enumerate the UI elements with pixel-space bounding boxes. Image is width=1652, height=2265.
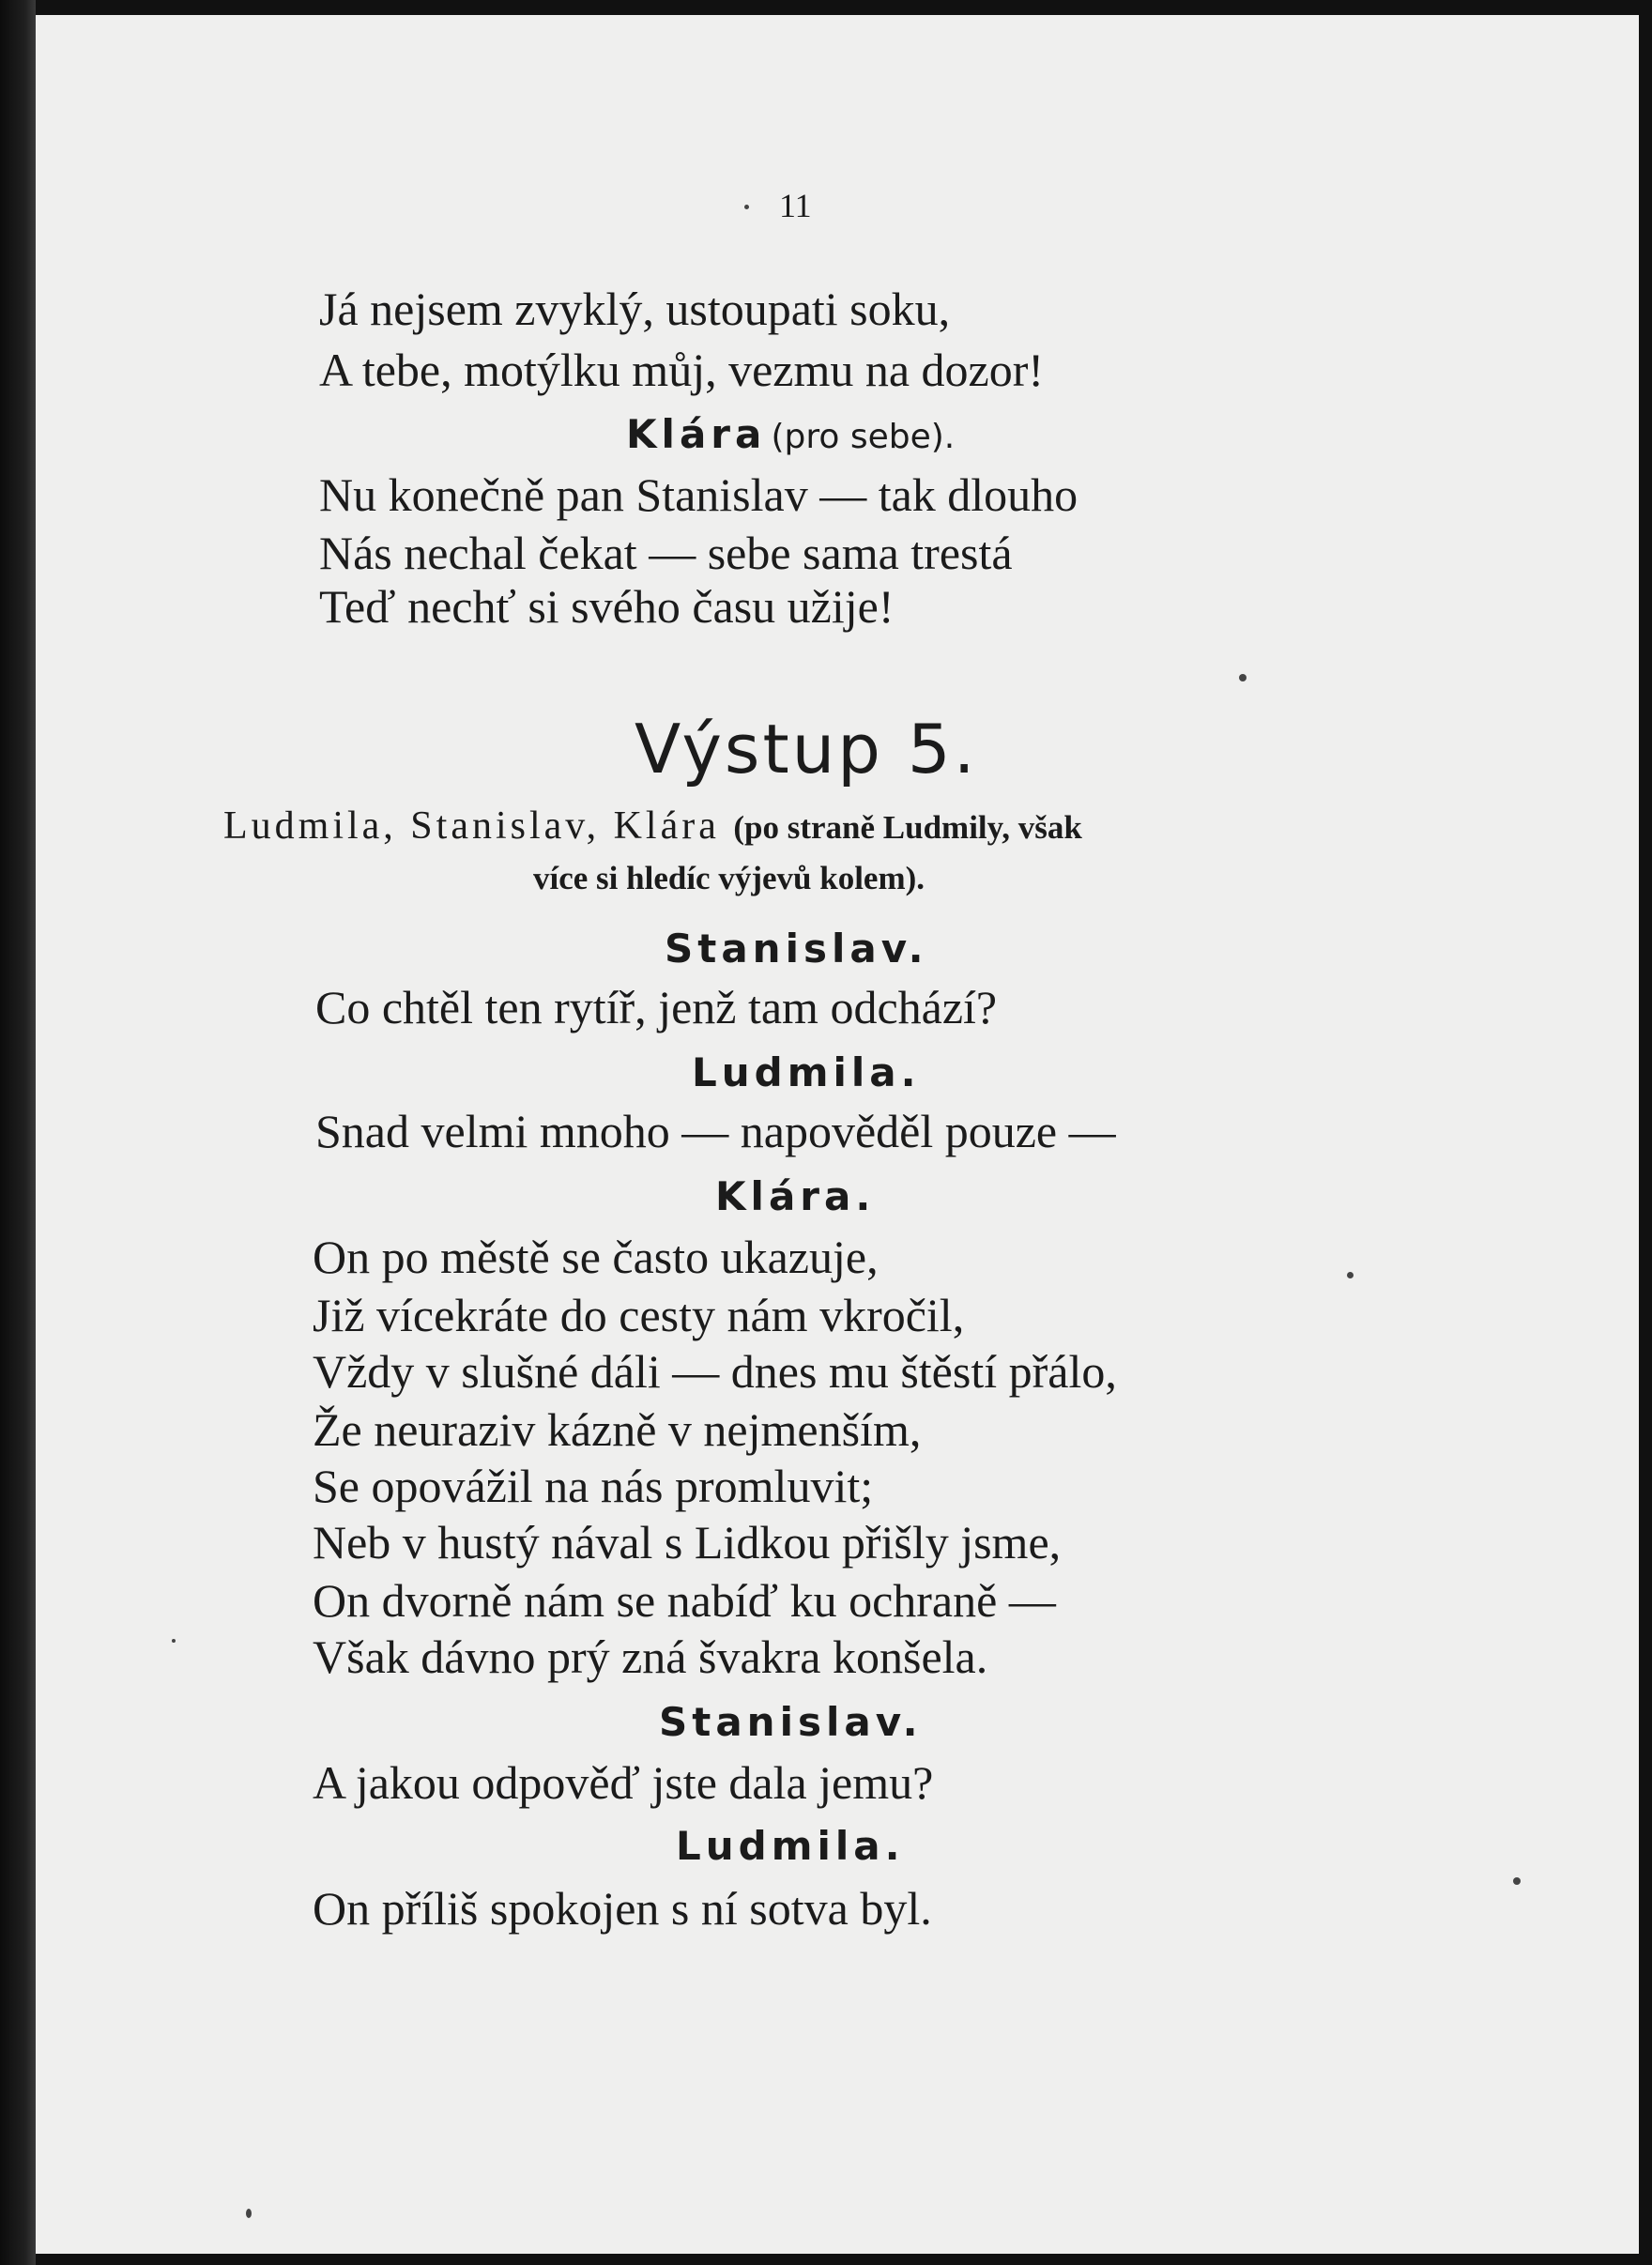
speaker-name: Stanislav. (665, 926, 928, 972)
verse-line: Však dávno prý zná švakra konšela. (313, 1630, 988, 1683)
scan-speck (246, 2209, 252, 2218)
verse-line: Nu konečně pan Stanislav — tak dlouho (319, 468, 1078, 521)
verse-line: A jakou odpověď jste dala jemu? (313, 1756, 934, 1809)
scan-border-bottom (0, 2254, 1652, 2265)
book-spine-shadow (0, 0, 36, 2265)
verse-line: Teď nechť si svého času užije! (319, 580, 895, 633)
speaker-name: Klára (626, 411, 767, 457)
speaker-name: Klára. (715, 1173, 876, 1219)
speaker-name: Stanislav. (659, 1699, 923, 1745)
page-number: 11 (779, 187, 812, 224)
scene-direction: více si hledíc výjevů kolem). (533, 860, 925, 896)
verse-line: Snad velmi mnoho — napověděl pouze — (315, 1105, 1116, 1157)
scene-cast: Ludmila, Stanislav, Klára (223, 804, 720, 848)
scan-speck (1239, 674, 1247, 681)
stage-direction: (pro sebe). (771, 418, 956, 456)
verse-line: Co chtěl ten rytíř, jenž tam odchází? (315, 981, 998, 1033)
verse-line: A tebe, motýlku můj, vezmu na dozor! (319, 344, 1045, 396)
verse-line: Nás nechal čekat — sebe sama trestá (319, 527, 1013, 579)
scan-speck (172, 1639, 176, 1643)
speaker-name: Ludmila. (692, 1049, 921, 1095)
speaker-name: Ludmila. (676, 1823, 905, 1869)
verse-line: Já nejsem zvyklý, ustoupati soku, (319, 283, 951, 335)
speaker-heading (626, 411, 955, 457)
verse-line: Se opovážil na nás promluvit; (313, 1460, 874, 1512)
verse-line: On příliš spokojen s ní sotva byl. (313, 1882, 932, 1935)
verse-line: Vždy v slušné dáli — dnes mu štěstí přálo, (313, 1345, 1117, 1398)
scan-speck (744, 205, 749, 209)
scene-title: Výstup 5. (635, 710, 978, 788)
scan-border-right (1639, 0, 1652, 2265)
scene-cast-line (223, 803, 1082, 849)
verse-line: Již vícekráte do cesty nám vkročil, (313, 1289, 965, 1341)
scene-direction: (po straně Ludmily, však (733, 809, 1082, 846)
scan-border-top (0, 0, 1652, 15)
verse-line: On po městě se často ukazuje, (313, 1231, 879, 1283)
scan-speck (1347, 1272, 1354, 1278)
verse-line: Že neuraziv kázně v nejmenším, (313, 1403, 922, 1456)
scan-speck (1513, 1877, 1521, 1885)
verse-line: On dvorně nám se nabíď ku ochraně — (313, 1574, 1056, 1627)
verse-line: Neb v hustý nával s Lidkou přišly jsme, (313, 1516, 1062, 1569)
